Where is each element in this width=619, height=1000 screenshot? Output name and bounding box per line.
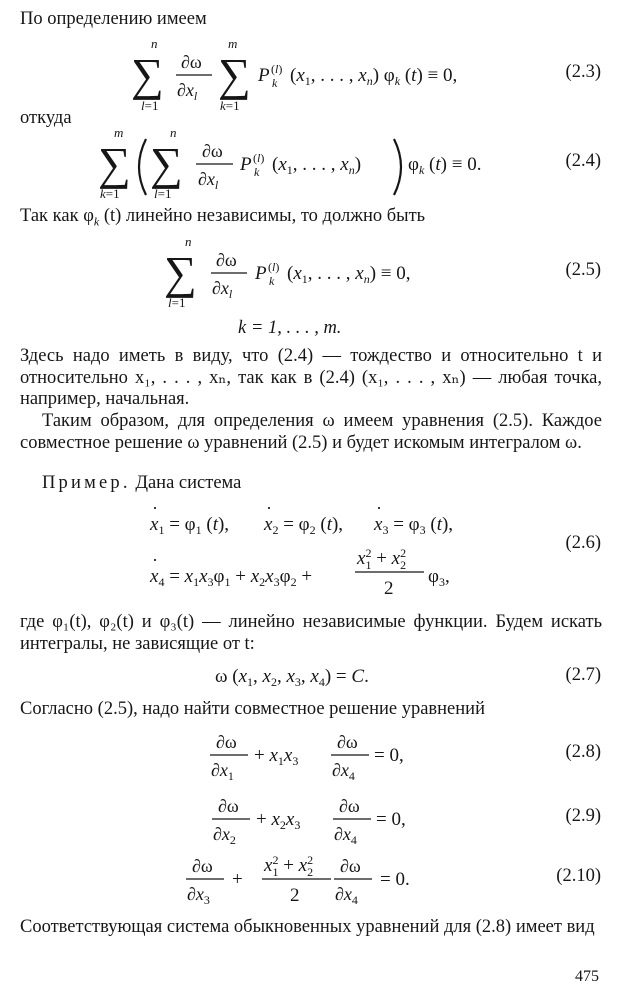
paragraph-thus: Таким образом, для определения ω имеем уравнения (2.5). Каждое совместное решение ω уравнений (2.5) и будет искомым интегралом ω. [20,411,602,453]
svg-text:P: P [255,263,267,284]
equation-number: (2.6) [565,533,601,553]
svg-text:∂ω: ∂ω [216,250,237,270]
svg-text:∂x1: $\partial x_1$ [211,760,234,783]
svg-text:+ x2x3: + $x_2x_3$ [256,809,301,832]
page-number: 475 [575,968,599,985]
svg-text:P: P [258,65,270,86]
svg-text:l=1: l=1 [141,98,159,113]
svg-text:+ x1x3: + $x_1x_3$ [254,745,299,768]
svg-text:∂ω: ∂ω [181,52,202,72]
svg-text:∑: ∑ [164,247,197,298]
svg-text:∑: ∑ [131,49,164,100]
svg-text:∂x4: $\partial x_4$ [335,884,358,907]
equation-2-6-formula [0,500,619,600]
svg-text:2: 2 [290,885,300,906]
svg-text:∂ω: ∂ω [339,796,360,816]
svg-text:∑: ∑ [218,49,251,100]
svg-text:φ3,: $\varphi_3$, [428,566,450,589]
svg-text:∂x2: $\partial x_2$ [213,824,236,847]
svg-text:x21 + x22: $x^2$ $1 + x^2$ 2 [264,853,314,879]
svg-text:P: P [240,154,252,175]
svg-text:(l): (l) [253,151,265,165]
equation-2-5-formula [0,236,619,311]
svg-text:(l): (l) [271,62,283,76]
equation-number: (2.9) [565,806,601,826]
paragraph-corresponding: Соответствующая система обыкновенных уравнений для (2.8) имеет вид [20,917,595,937]
svg-text:·: · [152,550,158,570]
svg-text:φk (t) ≡ 0.: $\varphi_k$ (t) ≡ 0. [408,154,482,177]
svg-text:·: · [376,498,382,518]
svg-text:x21 + x22: $x^2$ $1 + x^2$ 2 [357,546,407,572]
svg-text:k=1: k=1 [220,98,240,113]
svg-text:(x1, . . . , xn) ≡ 0,: ($x_1$, . . . , $x_n) \equiv 0$, [287,263,411,286]
svg-text:x3 = φ3 (t),: $x_3 = \varphi_3$ (t), [374,514,454,537]
svg-text:n: n [185,234,192,249]
svg-text:∂xl: $\partial x_l$ [177,80,198,103]
svg-text:∑: ∑ [98,138,131,189]
svg-text:·: · [152,498,158,518]
equation-2-3 [0,36,619,115]
svg-text:·: · [266,498,272,518]
svg-text:∂x4: $\partial x_4$ [332,760,355,783]
svg-text:∂ω: ∂ω [337,732,358,752]
svg-text:k: k [254,165,260,179]
paragraph-whence: откуда [20,108,72,128]
svg-text:k: k [269,274,275,288]
paragraph-note: Здесь надо иметь в виду, что (2.4) — тождество и относительно t и относительно x₁, . . . , xₙ, так как в (2.4) (x₁, . . . , xₙ) — любая точка, например, начальная. [20,346,602,409]
paragraph-where: где φ₁(t), φ₂(t) и φ₃(t) — линейно независимые функции. Будем искать интегралы, не зависящие от t: [20,612,602,654]
svg-text:∂ω: ∂ω [202,141,223,161]
svg-text:l=1: l=1 [154,186,172,201]
svg-text:k: k [272,76,278,90]
svg-text:∂ω: ∂ω [216,732,237,752]
svg-text:= 0.: = 0. [380,869,410,890]
svg-text:(x1, . . . , xn): ($x_1$, . . . , $x_n$) [272,154,362,177]
svg-text:n: n [151,36,158,51]
svg-text:2: 2 [384,578,394,599]
svg-text:∂x4: $\partial x_4$ [334,824,357,847]
svg-text:k=1: k=1 [100,186,120,201]
paragraph-since: Так как $\varphi_k$ (t) линейно независимы, то должно быть [20,206,426,229]
svg-text:m: m [228,36,238,51]
equation-number: (2.8) [565,742,601,762]
svg-text:(x1, . . . , xn) φk (t) ≡ 0,: ($x_1$, . . . , $x_n$) $\varphi_k$ (t) ≡ 0, [290,65,458,88]
equation-2-7 [0,662,619,692]
svg-text:ω (x1, x2, x3, x4) = C.: ω ($x_1$, $x_2$, $x_3$, $x_4) = C$. [215,666,369,689]
svg-text:+: + [232,869,243,890]
equation-2-10-formula [0,850,619,910]
svg-text:∂x3: $\partial x_3$ [187,884,210,907]
svg-text:= 0,: = 0, [376,809,406,830]
equation-2-6 [0,500,619,600]
svg-text:(l): (l) [268,260,280,274]
equation-2-9 [0,790,619,848]
equation-2-9-formula [0,790,619,848]
equation-number: (2.3) [565,62,601,82]
equation-2-5 [0,236,619,311]
equation-2-8-formula [0,726,619,784]
equation-2-8 [0,726,619,784]
svg-text:∑: ∑ [150,138,183,189]
k-range: k = 1, . . . , m. [238,318,342,338]
svg-text:l=1: l=1 [168,295,186,310]
equation-2-3-formula [0,36,619,115]
svg-text:∂xl: $\partial x_l$ [212,278,233,301]
equation-number: (2.4) [565,151,601,171]
equation-number: (2.5) [565,260,601,280]
svg-text:∂xl: $\partial x_l$ [198,169,219,192]
equation-2-7-formula [0,662,619,692]
equation-number: (2.10) [556,866,601,886]
svg-text:x2 = φ2 (t),: $x_2 = \varphi_2$ (t), [264,514,344,537]
svg-text:∂ω: ∂ω [218,796,239,816]
equation-2-10 [0,850,619,910]
svg-text:n: n [170,125,177,140]
svg-text:m: m [114,125,124,140]
equation-number: (2.7) [565,665,601,685]
paragraph-example: Пример. Дана система [42,473,242,493]
svg-text:x1 = φ1 (t),: $x_1 = \varphi_1$ (t), [150,514,230,537]
paragraph-according: Согласно (2.5), надо найти совместное решение уравнений [20,699,485,719]
svg-text:∂ω: ∂ω [192,856,213,876]
svg-text:∂ω: ∂ω [340,856,361,876]
svg-text:= 0,: = 0, [374,745,404,766]
equation-2-4-formula [0,127,619,202]
svg-text:x4 = x1x3φ1 + x2x3φ2 +: $x_4 = x_1x_3\varphi_1 + x_2x_3\varphi_2$ + [150,566,313,589]
paragraph-intro: По определению имеем [20,9,207,29]
equation-2-4 [0,127,619,202]
